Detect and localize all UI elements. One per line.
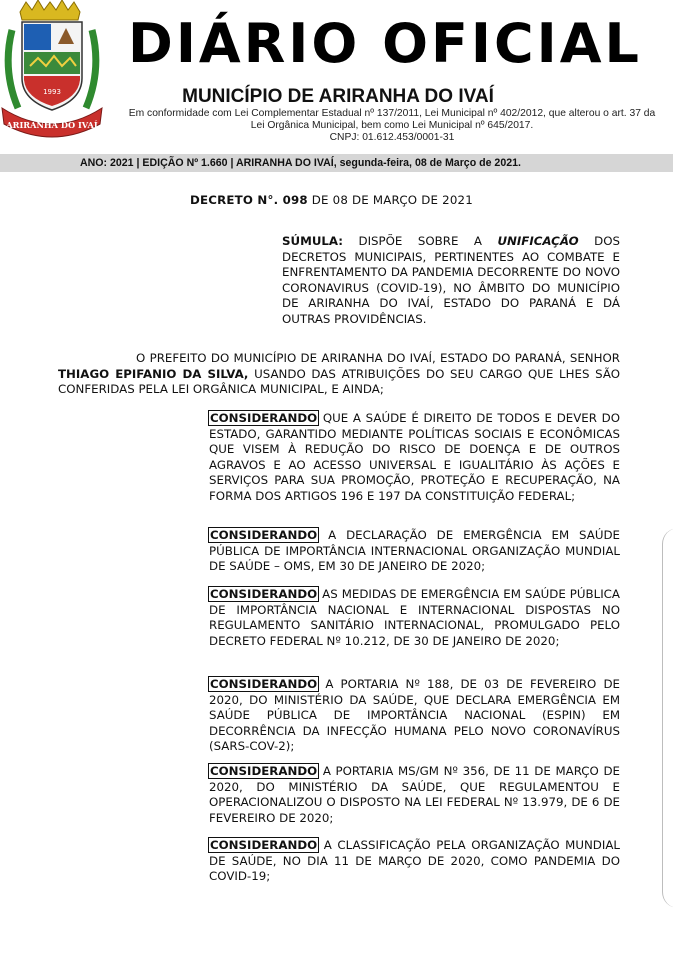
mayor-name: THIAGO EPIFANIO DA SILVA,: [58, 366, 249, 381]
considerando-label: CONSIDERANDO: [210, 587, 318, 601]
legal-line-1: Em conformidade com Lei Complementar Estadual nº 137/2011, Lei Municipal nº 402/2012, que alterou o art. 37 da: [128, 108, 656, 119]
considerando-text: AS MEDIDAS DE EMERGÊNCIA EM SAÚDE PÚBLICA DE IMPORTÂNCIA NACIONAL E INTERNACIONAL DISPOSTAS NO REGULAMENTO SANITÁRIO INTERNACIONAL, PROMULGADO PELO DECRETO FEDERAL Nº 10.212, DE 30 DE JANEIRO DE 2020;: [209, 587, 620, 648]
considerando-label: CONSIDERANDO: [210, 677, 318, 691]
considerando-2: [209, 528, 620, 575]
considerando-label: CONSIDERANDO: [210, 764, 318, 778]
considerando-label: CONSIDERANDO: [210, 838, 318, 852]
coat-of-arms-logo: [0, 0, 104, 140]
considerando-text: A PORTARIA MS/GM Nº 356, DE 11 DE MARÇO DE 2020, DO MINISTÉRIO DA SAÚDE, QUE REGULAMENTOU E OPERACIONALIZOU O DISPOSTO NA LEI FEDERAL Nº 13.979, DE 6 DE FEVEREIRO DE 2020;: [209, 764, 620, 825]
considerando-text: A CLASSIFICAÇÃO PELA ORGANIZAÇÃO MUNDIAL DE SAÚDE, NO DIA 11 DE MARÇO DE 2020, COMO PANDEMIA DO COVID-19;: [209, 838, 620, 883]
considerando-text: A DECLARAÇÃO DE EMERGÊNCIA EM SAÚDE PÚBLICA DE IMPORTÂNCIA INTERNACIONAL ORGANIZAÇÃO MUNDIAL DE SAÚDE – OMS, EM 30 DE JANEIRO DE 2020;: [209, 528, 620, 573]
sumula-paragraph: [282, 234, 620, 327]
page-title: DIÁRIO OFICIAL: [128, 12, 642, 75]
intro-paragraph: [58, 351, 620, 398]
considerando-label: CONSIDERANDO: [210, 411, 318, 425]
sumula-emphasis: UNIFICAÇÃO: [497, 234, 579, 248]
considerando-3: [209, 587, 620, 649]
sumula-text-b: DOS DECRETOS MUNICIPAIS, PERTINENTES AO COMBATE E ENFRENTAMENTO DA PANDEMIA DECORRENTE DO NOVO CORONAVIRUS (COVID-19), NO ÂMBITO DO MUNICÍPIO DE ARIRANHA DO IVAÍ, ESTADO DO PARANÁ E DÁ OUTRAS PROVIDÊNCIAS.: [282, 234, 620, 326]
considerando-6: [209, 838, 620, 885]
svg-text:1993: 1993: [43, 88, 61, 96]
considerando-label: CONSIDERANDO: [210, 528, 318, 542]
edition-bar: [0, 154, 673, 172]
considerando-5: [209, 764, 620, 826]
legal-line-2: Lei Orgânica Municipal, bem como Lei Municipal nº 645/2017.: [250, 120, 534, 131]
sumula-text-a: DISPÕE SOBRE A: [342, 234, 498, 248]
legal-notice: [128, 108, 656, 144]
sumula-label: SÚMULA:: [282, 234, 343, 248]
considerando-1: [209, 411, 620, 504]
intro-text-a: O PREFEITO DO MUNICÍPIO DE ARIRANHA DO IVAÍ, ESTADO DO PARANÁ, SENHOR: [136, 351, 620, 365]
considerando-text: A PORTARIA Nº 188, DE 03 DE FEVEREIRO DE 2020, DO MINISTÉRIO DA SAÚDE, QUE DECLARA EMERGÊNCIA EM SAÚDE PÚBLICA DE IMPORTÂNCIA NACIONAL (ESPIN) EM DECORRÊNCIA DA INFECÇÃO HUMANA PELO NOVO CORONAVÍRUS (SARS-COV-2);: [209, 677, 620, 753]
decree-date: DE 08 DE MARÇO DE 2021: [307, 193, 473, 207]
page-edge-curve: [662, 528, 673, 908]
edition-info: ANO: 2021 | EDIÇÃO Nº 1.660 | ARIRANHA DO IVAÍ, segunda-feira, 08 de Março de 2021.: [80, 157, 521, 169]
intro-text-b: USANDO DAS ATRIBUIÇÕES DO SEU CARGO QUE LHES SÃO CONFERIDAS PELA LEI ORGÂNICA MUNICIPAL, E AINDA;: [58, 366, 620, 396]
cnpj: CNPJ: 01.612.453/0001-31: [329, 132, 455, 143]
municipio-name: MUNICÍPIO DE ARIRANHA DO IVAÍ: [182, 86, 494, 107]
decree-number: DECRETO N°. 098: [190, 193, 308, 207]
decree-heading: [190, 193, 473, 207]
considerando-4: [209, 677, 620, 755]
considerando-text: QUE A SAÚDE É DIREITO DE TODOS E DEVER DO ESTADO, GARANTIDO MEDIANTE POLÍTICAS SOCIAIS E ECONÔMICAS QUE VISEM À REDUÇÃO DO RISCO DE DOENÇA E DE OUTROS AGRAVOS E AO ACESSO UNIVERSAL E IGUALITÁRIO ÀS AÇÕES E SERVIÇOS PARA SUA PROMOÇÃO, PROTEÇÃO E RECUPERAÇÃO, NA FORMA DOS ARTIGOS 196 E 197 DA CONSTITUIÇÃO FEDERAL;: [209, 411, 620, 503]
logo-ribbon-text: ARIRANHA DO IVAÍ: [6, 120, 98, 130]
